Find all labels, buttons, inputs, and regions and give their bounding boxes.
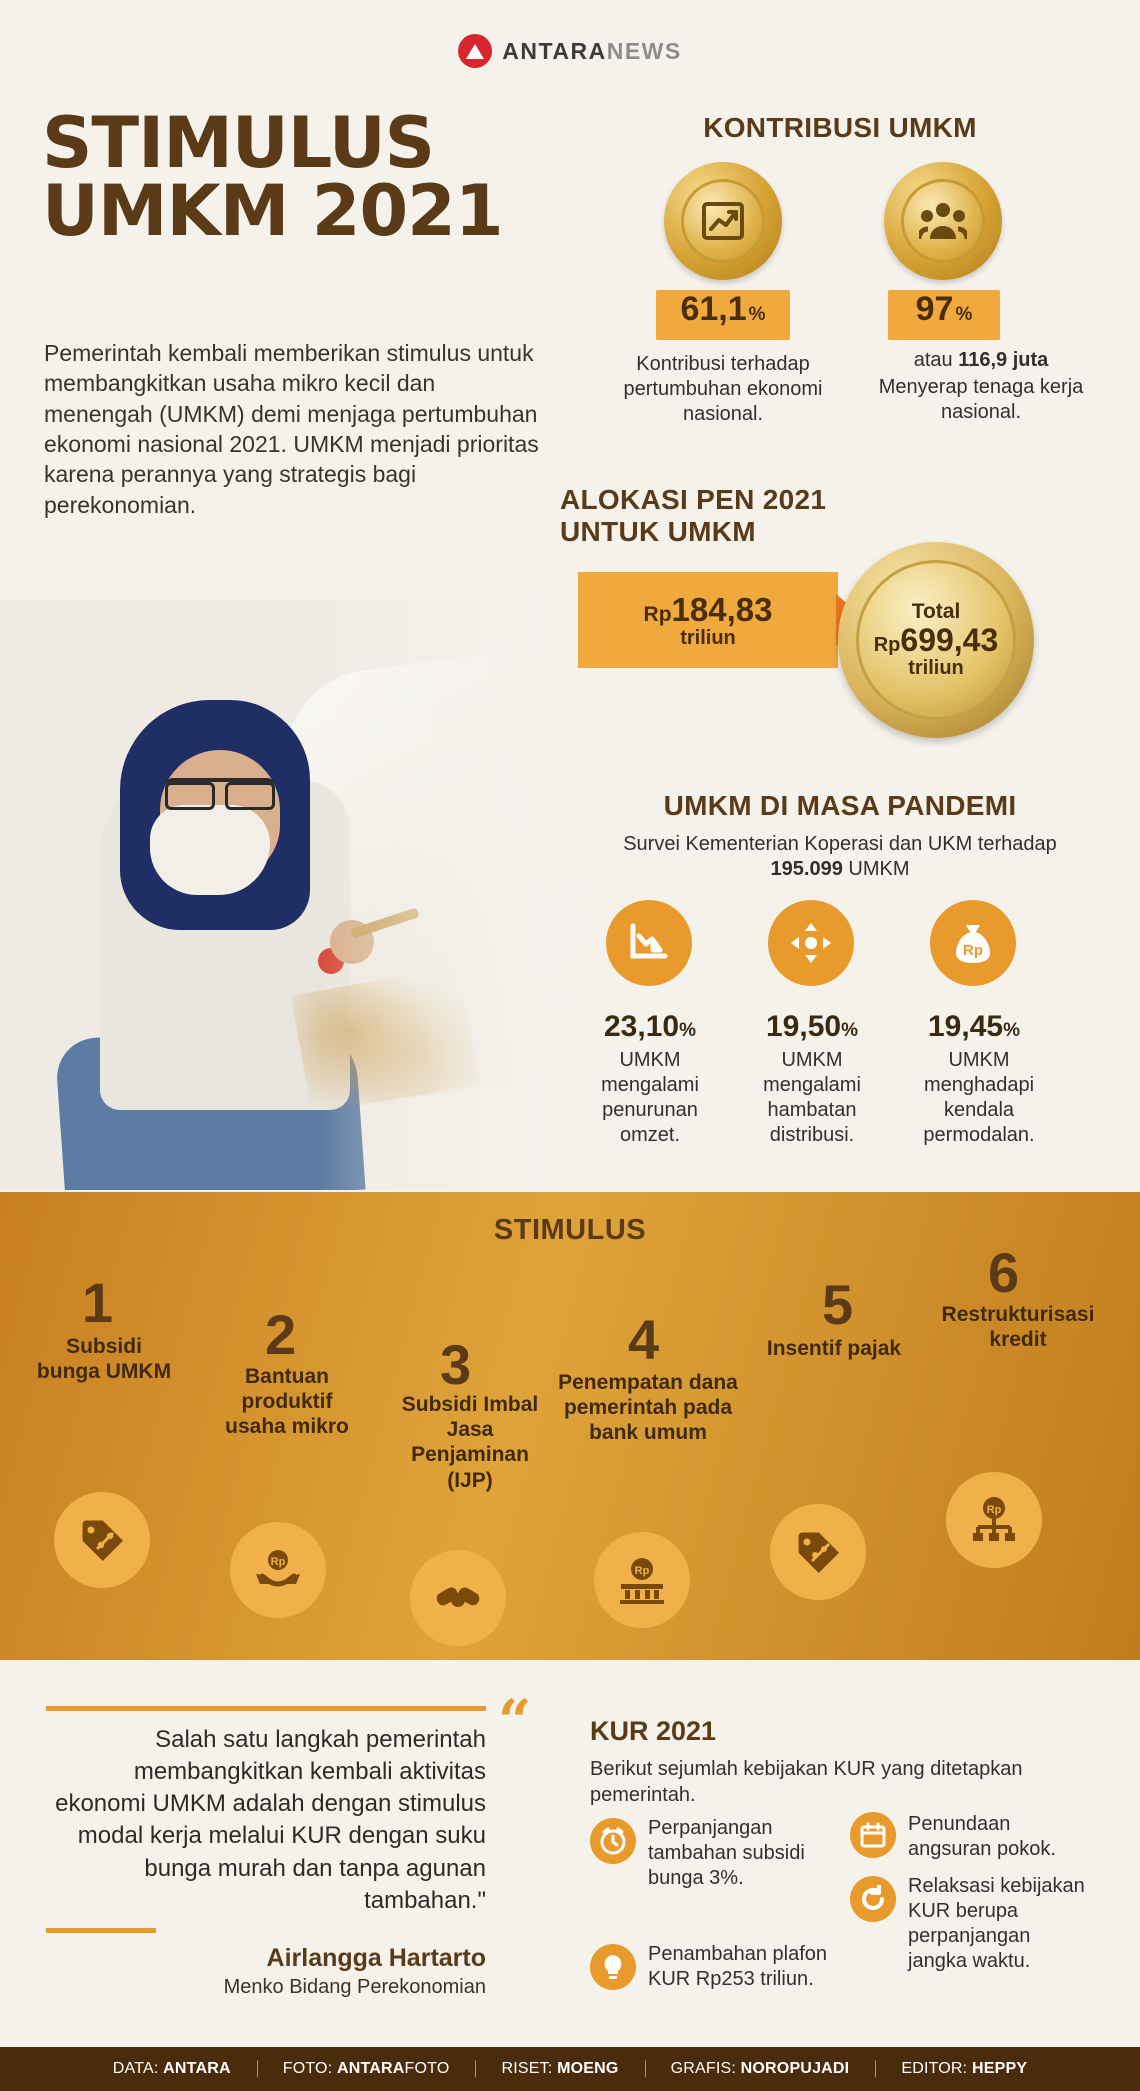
hands-money-icon <box>230 1522 326 1618</box>
pandemi-value-2 <box>722 1010 902 1044</box>
brand-name-bold: ANTARA <box>502 37 607 64</box>
money-bag-icon <box>930 900 1016 986</box>
handshake-icon <box>410 1550 506 1646</box>
pandemi-value-3-unit: % <box>1003 1020 1020 1041</box>
stimulus-number-3: 3 <box>440 1333 472 1396</box>
credit-data <box>87 2060 257 2078</box>
kontribusi-value-1-unit: % <box>748 304 766 325</box>
total-amount <box>873 621 999 658</box>
pandemi-subtitle-line-2: UMKM <box>848 858 910 880</box>
intro-paragraph: Pemerintah kembali memberikan stimulus untuk membangkitkan usaha mikro kecil dan menengah (UMKM) demi menjaga pertumbuhan ekonomi nasional 2021. UMKM menjadi prioritas karena perannya yang strategis bagi perekonomian. <box>44 340 539 518</box>
tax-tag-icon <box>770 1504 866 1600</box>
alokasi-unit: triliun <box>680 626 736 649</box>
alokasi-amount <box>644 591 773 629</box>
pandemi-value-1-number: 23,10 <box>604 1010 680 1043</box>
stimulus-number-2: 2 <box>265 1303 297 1366</box>
kontribusi-caption-2-pre: atau <box>913 349 959 371</box>
kontribusi-value-2 <box>888 290 1000 340</box>
credit-foto <box>257 2060 476 2078</box>
kur-item-4-text: Relaksasi kebijakan KUR berupa perpanjangan jangka waktu. <box>908 1875 1085 1972</box>
credit-grafis-label: GRAFIS: <box>670 2060 741 2077</box>
svg-text:Rp: Rp <box>634 1565 650 1577</box>
title-line-1: STIMULUS <box>42 102 435 184</box>
kontribusi-value-1-number: 61,1 <box>680 290 747 328</box>
kur-item-2-text: Penundaan angsuran pokok. <box>908 1813 1056 1860</box>
quote-author: Airlangga Hartarto <box>266 1944 486 1972</box>
kur-heading: KUR 2021 <box>590 1716 717 1746</box>
pandemi-value-1-unit: % <box>679 1020 696 1041</box>
kontribusi-value-1 <box>656 290 790 340</box>
total-value: 699,43 <box>900 621 999 658</box>
credit-editor-label: EDITOR: <box>901 2060 972 2077</box>
credit-structure-icon <box>946 1472 1042 1568</box>
alokasi-heading <box>560 484 990 548</box>
chart-growth-icon <box>664 162 782 280</box>
stimulus-label-3: Subsidi Imbal Jasa Penjaminan (IJP) <box>401 1393 539 1492</box>
batik-artisan-photo <box>0 600 580 1190</box>
stimulus-band <box>0 1192 1140 1660</box>
stimulus-number-1: 1 <box>82 1271 114 1334</box>
antara-logo-icon <box>458 34 492 68</box>
pandemi-label-1: UMKM mengalami penurunan omzet. <box>601 1049 699 1146</box>
credit-foto-label: FOTO: <box>282 2060 337 2077</box>
clock-icon <box>590 1818 636 1864</box>
quote-text: Salah satu langkah pemerintah membangkitkan kembali aktivitas ekonomi UMKM adalah dengan stimulus modal kerja melalui KUR dengan suku bunga murah dan tanpa agunan tambahan." <box>55 1726 486 1914</box>
title-line-2: UMKM 2021 <box>42 169 503 252</box>
brand-name-light: NEWS <box>606 37 682 64</box>
page-title <box>42 102 562 252</box>
credit-data-label: DATA: <box>112 2060 164 2077</box>
total-label: Total <box>911 599 961 623</box>
credit-foto-value: ANTARA <box>336 2060 405 2077</box>
kur-subtitle: Berikut sejumlah kebijakan KUR yang ditetapkan pemerintah. <box>590 1758 1023 1806</box>
credits-footer <box>0 2047 1140 2091</box>
stimulus-label-4: Penempatan dana pemerintah pada bank umum <box>558 1371 738 1445</box>
alokasi-heading-line-2: UNTUK UMKM <box>560 516 756 547</box>
pandemi-subtitle <box>560 832 1120 882</box>
quote-top-rule <box>46 1706 486 1711</box>
pandemi-label-2: UMKM mengalami hambatan distribusi. <box>763 1049 861 1146</box>
pandemi-heading: UMKM DI MASA PANDEMI <box>663 790 1017 821</box>
credit-foto-value-extra: FOTO <box>404 2060 450 2077</box>
credit-riset-value: MOENG <box>557 2060 619 2077</box>
kur-item-1-text: Perpanjangan tambahan subsidi bunga 3%. <box>648 1817 805 1889</box>
stimulus-heading: STIMULUS <box>493 1214 647 1246</box>
people-group-icon <box>884 162 1002 280</box>
distribution-arrows-icon <box>768 900 854 986</box>
pandemi-value-2-number: 19,50 <box>766 1010 842 1043</box>
credit-grafis <box>645 2060 876 2078</box>
lightbulb-icon <box>590 1944 636 1990</box>
discount-tag-icon <box>54 1492 150 1588</box>
svg-text:Rp: Rp <box>270 1556 286 1568</box>
credit-editor-value: HEPPY <box>971 2060 1028 2077</box>
kontribusi-caption-2 <box>856 348 1106 425</box>
alokasi-currency: Rp <box>643 602 672 626</box>
quote-bottom-rule <box>46 1928 156 1933</box>
credit-riset-label: RISET: <box>501 2060 558 2077</box>
brand-header <box>0 34 1140 68</box>
total-pen-coin <box>838 542 1034 738</box>
refresh-icon <box>850 1876 896 1922</box>
stimulus-number-4: 4 <box>628 1308 660 1371</box>
kontribusi-caption-1: Kontribusi terhadap pertumbuhan ekonomi nasional. <box>623 353 823 425</box>
total-unit: triliun <box>908 657 964 680</box>
alokasi-heading-line-1: ALOKASI PEN 2021 <box>560 484 827 515</box>
kur-item-3-text: Penambahan plafon KUR Rp253 triliun. <box>648 1943 828 1990</box>
pandemi-value-3-number: 19,45 <box>928 1010 1004 1043</box>
svg-text:Rp: Rp <box>986 1504 1002 1516</box>
calendar-icon <box>850 1812 896 1858</box>
pandemi-value-1 <box>560 1010 740 1044</box>
credit-riset <box>475 2060 644 2078</box>
kontribusi-value-2-number: 97 <box>915 290 954 328</box>
pandemi-survey-count: 195.099 <box>770 858 843 880</box>
stimulus-label-2: Bantuan produktif usaha mikro <box>225 1365 349 1439</box>
kontribusi-caption-2-post: Menyerap tenaga kerja nasional. <box>878 376 1084 423</box>
credit-data-value: ANTARA <box>163 2060 231 2077</box>
pandemi-value-3 <box>884 1010 1064 1044</box>
stimulus-number-5: 5 <box>822 1273 854 1336</box>
stimulus-label-5: Insentif pajak <box>766 1337 902 1360</box>
chart-decline-icon <box>606 900 692 986</box>
pandemi-subtitle-line-1: Survei Kementerian Koperasi dan UKM terhadap <box>623 833 1057 855</box>
credit-editor <box>875 2060 1053 2078</box>
kontribusi-value-2-unit: % <box>955 304 973 325</box>
kontribusi-caption-2-bold: 116,9 juta <box>958 349 1049 371</box>
credit-grafis-value: NOROPUJADI <box>740 2060 850 2077</box>
alokasi-amount-box <box>578 572 838 668</box>
pandemi-label-3: UMKM menghadapi kendala permodalan. <box>923 1049 1035 1146</box>
quote-mark: “ <box>498 1687 532 1755</box>
pandemi-value-2-unit: % <box>841 1020 858 1041</box>
total-currency: Rp <box>873 633 901 656</box>
bank-money-icon <box>594 1532 690 1628</box>
stimulus-label-1: Subsidi bunga UMKM <box>36 1335 172 1384</box>
kontribusi-heading: KONTRIBUSI UMKM <box>703 112 977 143</box>
stimulus-label-6: Restrukturisasi kredit <box>941 1303 1095 1352</box>
quote-author-role: Menko Bidang Perekonomian <box>223 1976 486 1998</box>
alokasi-value: 184,83 <box>671 590 773 628</box>
stimulus-number-6: 6 <box>988 1241 1020 1304</box>
svg-text:Rp: Rp <box>963 942 983 959</box>
brand-wordmark <box>502 38 681 65</box>
